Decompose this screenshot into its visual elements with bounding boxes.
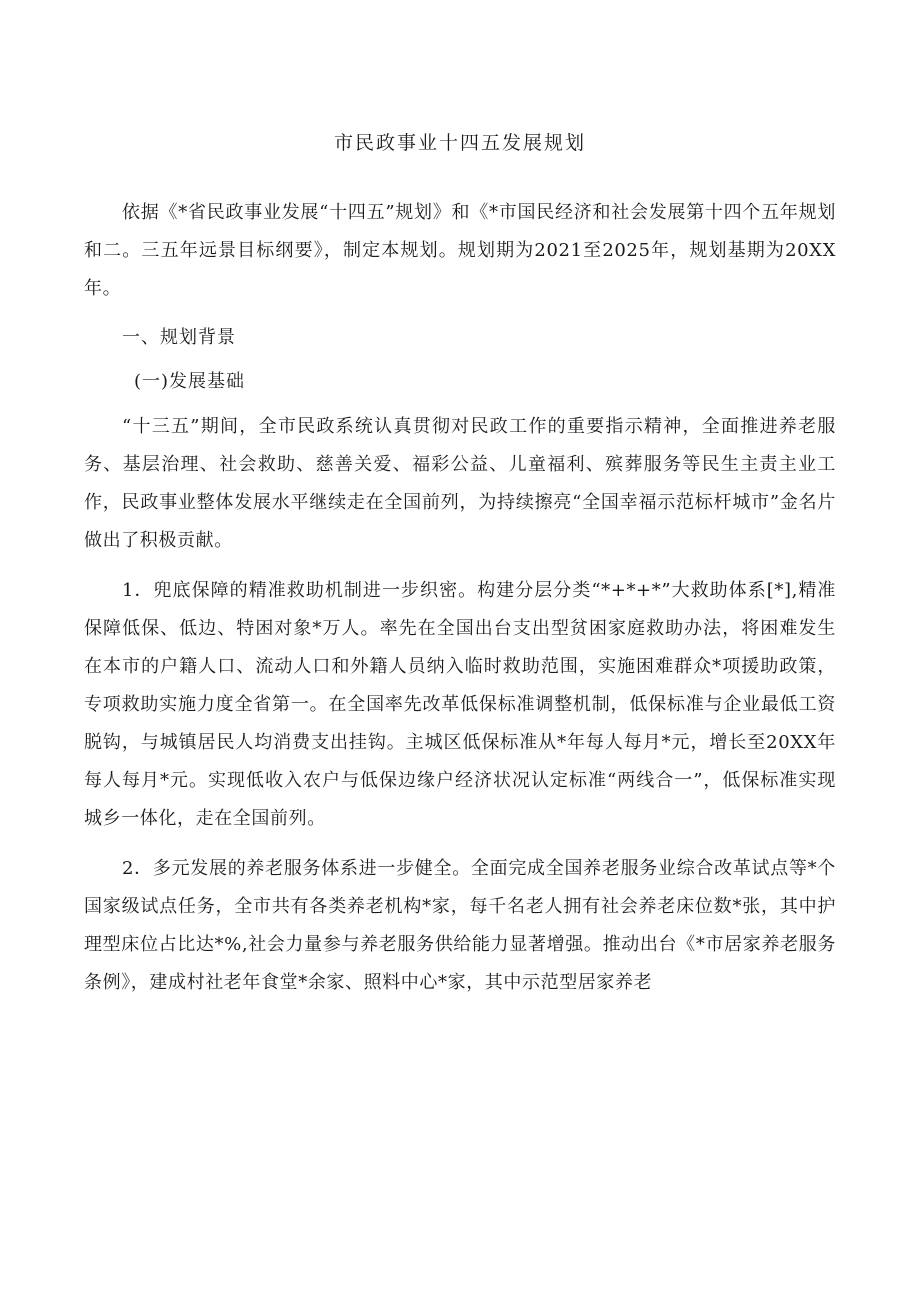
intro-paragraph: 依据《*省民政事业发展“十四五”规划》和《*市国民经济和社会发展第十四个五年规划和二。三五年远景目标纲要》，制定本规划。规划期为2021至2025年，规划基期为20XX年。 xyxy=(84,202,836,299)
document-title: 市民政事业十四五发展规划 xyxy=(333,132,586,154)
subsection-heading: (一)发展基础 xyxy=(134,371,246,392)
paragraph-gap xyxy=(84,838,836,850)
section-heading: 一、规划背景 xyxy=(122,327,236,348)
paragraph-gap xyxy=(84,560,836,572)
item-1-paragraph: 1．兜底保障的精准救助机制进一步织密。构建分层分类“*+*+*”大救助体系[*],精准保障低保、低边、特困对象*万人。率先在全国出台支出型贫困家庭救助办法，将困难发生在本市的户籍人口、流动人口和外籍人员纳入临时救助范围，实施困难群众*项援助政策，专项救助实施力度全省第一。在全国率先改革低保标准调整机制，低保标准与企业最低工资脱钩，与城镇居民人均消费支出挂钩。主城区低保标准从*年每人每月*元，增长至20XX年每人每月*元。实现低收入农户与低保边缘户经济状况认定标准“两线合一”，低保标准实现城乡一体化，走在全国前列。 xyxy=(84,580,836,829)
overview-paragraph: “十三五”期间，全市民政系统认真贯彻对民政工作的重要指示精神，全面推进养老服务、基层治理、社会救助、慈善关爱、福彩公益、儿童福利、殡葬服务等民生主责主业工作，民政事业整体发展水平继续走在全国前列，为持续擦亮“全国幸福示范标杆城市”金名片做出了积极贡献。 xyxy=(84,416,836,551)
document-body xyxy=(84,194,836,1002)
item-2-paragraph: 2．多元发展的养老服务体系进一步健全。全面完成全国养老服务业综合改革试点等*个国家级试点任务，全市共有各类养老机构*家，每千名老人拥有社会养老床位数*张，其中护理型床位占比达*%,社会力量参与养老服务供给能力显著增强。推动出台《*市居家养老服务条例》，建成村社老年食堂*余家、照料中心*家，其中示范型居家养老 xyxy=(84,858,836,993)
